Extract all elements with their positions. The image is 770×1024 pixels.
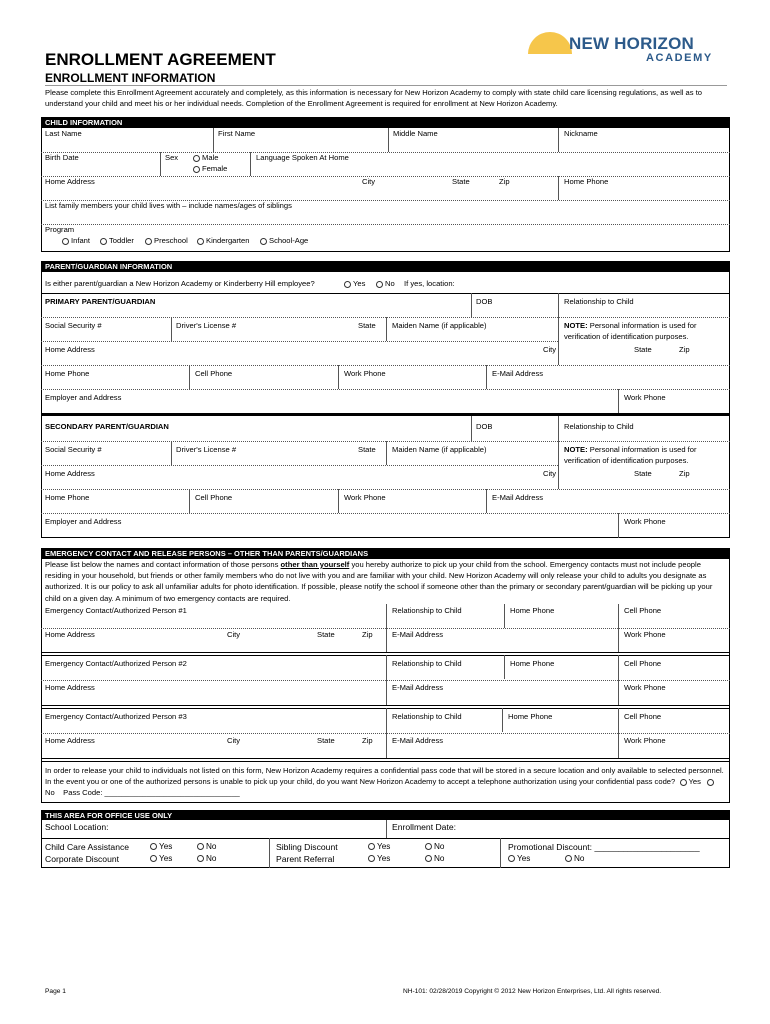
intro-paragraph: Please complete this Enrollment Agreement accurately and completely, as this information is necessary for New Horizon Academy to comply with state child care licensing regulations, as well as to understand your child and meet his or her individual needs. Completion of the Enrollment Agreement is required for enrollment at New Horizon Academy.: [45, 88, 703, 108]
instructions-part2: you hereby authorize to pick up your child from the school. Emergency contacts must not include people residing in your household, but friends or other family members who do not live with you and are familiar with your child. New Horizon Academy will only release your child to adults you designate as authorized. It is our policy to ask all unfamiliar adults for photo identification. If possible, please notify the school if someone other than the primary or secondary parent/guardian will be picking up your child on a given day. A minimum of two emergency contacts are required.: [45, 560, 713, 603]
radio-icon: [376, 281, 383, 288]
contact1-home-phone-field[interactable]: Home Phone: [510, 606, 555, 615]
radio-icon: [425, 843, 432, 850]
promotional-discount-field[interactable]: Promotional Discount: ______________________: [508, 842, 700, 852]
option-label: No: [574, 854, 585, 863]
note-label: NOTE:: [564, 321, 588, 330]
divider: [500, 838, 501, 868]
row-divider: [41, 341, 558, 342]
primary-city-field[interactable]: City: [543, 345, 557, 354]
option-label: No: [434, 854, 445, 863]
option-label: No: [434, 842, 445, 851]
radio-icon: [145, 238, 152, 245]
divider: [558, 441, 559, 489]
divider: [486, 365, 487, 389]
sibling-discount-no[interactable]: [425, 842, 444, 851]
contact1-home-address-field[interactable]: Home Address: [45, 630, 95, 639]
primary-state-field[interactable]: State: [634, 345, 652, 354]
divider: [504, 604, 505, 628]
primary-home-phone-field[interactable]: Home Phone: [45, 369, 90, 378]
row-divider: [41, 513, 730, 514]
primary-cell-phone-field[interactable]: Cell Phone: [195, 369, 233, 378]
corporate-discount-yes[interactable]: [150, 854, 172, 863]
option-label: Yes: [377, 842, 391, 851]
logo-text-line2: ACADEMY: [646, 52, 713, 64]
home-address-field[interactable]: Home Address: [45, 177, 95, 186]
primary-email-field[interactable]: E-Mail Address: [492, 369, 544, 378]
divider: [386, 317, 387, 341]
contact3-city-field[interactable]: City: [227, 736, 241, 745]
nickname-field[interactable]: Nickname: [564, 129, 598, 138]
row-divider: [41, 224, 730, 225]
radio-icon: [707, 779, 714, 786]
radio-icon: [100, 238, 107, 245]
primary-work-phone-field[interactable]: Work Phone: [344, 369, 386, 378]
secondary-city-field[interactable]: City: [543, 469, 557, 478]
secondary-dl-state-field[interactable]: State: [358, 445, 376, 454]
employee-no-option[interactable]: [376, 279, 395, 288]
secondary-id-note: [564, 444, 724, 466]
pass-code-question: In order to release your child to individuals not listed on this form, New Horizon Academy requires a confidential pass code that will be stored in a secure location and only available to selected personnel. In the event you or one of the authorized persons is unable to pick up your child, do you want New Horizon Academy to accept a telephone authorization using your confidential pass code?: [45, 766, 724, 787]
row-divider: [41, 761, 730, 762]
parent-referral-label: Parent Referral: [276, 854, 335, 864]
pass-code-paragraph: [45, 765, 725, 799]
secondary-drivers-license-field[interactable]: Driver's License #: [176, 445, 237, 454]
school-location-field[interactable]: School Location:: [45, 822, 109, 832]
option-label: Male: [202, 153, 219, 162]
enrollment-date-field[interactable]: Enrollment Date:: [392, 822, 457, 832]
option-label: Kindergarten: [206, 236, 250, 245]
program-label: Program: [45, 225, 75, 234]
secondary-cell-phone-field[interactable]: Cell Phone: [195, 493, 233, 502]
radio-icon: [260, 238, 267, 245]
contact1-city-field[interactable]: City: [227, 630, 241, 639]
secondary-relationship-field[interactable]: Relationship to Child: [564, 422, 634, 431]
divider: [171, 317, 172, 341]
employee-yes-option[interactable]: [344, 279, 365, 288]
contact3-home-address-field[interactable]: Home Address: [45, 736, 95, 745]
title-divider: [45, 85, 727, 86]
contact3-cell-phone-field[interactable]: Cell Phone: [624, 712, 662, 721]
child-care-assistance-label: Child Care Assistance: [45, 842, 130, 852]
divider: [213, 128, 214, 152]
instructions-emphasis: other than yourself: [280, 560, 350, 569]
row-divider: [41, 628, 730, 629]
radio-icon: [565, 855, 572, 862]
row-divider: [41, 758, 730, 759]
secondary-home-address-field[interactable]: Home Address: [45, 469, 95, 478]
contact3-email-field[interactable]: E-Mail Address: [392, 736, 444, 745]
option-label: Female: [202, 164, 228, 173]
new-horizon-logo: [528, 30, 728, 70]
primary-parent-name-field[interactable]: PRIMARY PARENT/GUARDIAN: [45, 297, 156, 306]
primary-maiden-name-field[interactable]: Maiden Name (if applicable): [392, 321, 487, 330]
note-label: NOTE:: [564, 445, 588, 454]
row-divider: [41, 152, 730, 153]
home-phone-field[interactable]: Home Phone: [564, 177, 609, 186]
divider: [160, 152, 161, 176]
divider: [558, 317, 559, 365]
option-label: Infant: [71, 236, 90, 245]
pass-code-yes-option[interactable]: Yes: [688, 777, 701, 787]
divider: [171, 441, 172, 465]
emergency-contacts-header: EMERGENCY CONTACT AND RELEASE PERSONS – OTHER THAN PARENTS/GUARDIANS: [41, 548, 730, 559]
option-label: No: [206, 854, 217, 863]
corporate-discount-label: Corporate Discount: [45, 854, 120, 864]
radio-icon: [197, 843, 204, 850]
divider: [502, 708, 503, 732]
primary-dob-field[interactable]: DOB: [476, 297, 493, 306]
program-kindergarten-option[interactable]: [197, 236, 249, 245]
option-label: Yes: [159, 842, 173, 851]
contact2-relationship-field[interactable]: Relationship to Child: [392, 659, 462, 668]
divider: [250, 152, 251, 176]
last-name-field[interactable]: Last Name: [45, 129, 82, 138]
zip-field[interactable]: Zip: [499, 177, 510, 186]
child-information-box: [41, 128, 730, 252]
divider: [558, 416, 559, 441]
sibling-discount-label: Sibling Discount: [276, 842, 338, 852]
row-divider: [41, 389, 730, 390]
option-label: Yes: [159, 854, 173, 863]
secondary-employer-work-phone-field[interactable]: Work Phone: [624, 517, 666, 526]
instructions-part1: Please list below the names and contact information of those persons: [45, 560, 281, 569]
option-label: No: [385, 279, 395, 288]
child-information-header: CHILD INFORMATION: [41, 117, 730, 128]
row-divider: [41, 733, 730, 734]
state-field[interactable]: State: [452, 177, 470, 186]
radio-icon: [425, 855, 432, 862]
primary-ssn-field[interactable]: Social Security #: [45, 321, 102, 330]
sibling-discount-yes[interactable]: [368, 842, 390, 851]
divider: [504, 655, 505, 679]
secondary-home-phone-field[interactable]: Home Phone: [45, 493, 90, 502]
contact2-cell-phone-field[interactable]: Cell Phone: [624, 659, 662, 668]
row-divider: [41, 652, 730, 653]
contact1-relationship-field[interactable]: Relationship to Child: [392, 606, 462, 615]
radio-icon: [193, 166, 200, 173]
radio-icon: [62, 238, 69, 245]
parent-referral-yes[interactable]: [368, 854, 390, 863]
sun-logo-icon: [528, 32, 572, 54]
secondary-maiden-name-field[interactable]: Maiden Name (if applicable): [392, 445, 487, 454]
radio-icon: [680, 779, 687, 786]
row-divider: [41, 465, 558, 466]
office-use-header: THIS AREA FOR OFFICE USE ONLY: [41, 810, 730, 820]
option-label: No: [206, 842, 217, 851]
language-field[interactable]: Language Spoken At Home: [256, 153, 349, 162]
secondary-employer-field[interactable]: Employer and Address: [45, 517, 122, 526]
contact2-home-phone-field[interactable]: Home Phone: [510, 659, 555, 668]
secondary-parent-name-field[interactable]: SECONDARY PARENT/GUARDIAN: [45, 422, 169, 431]
contact1-state-field[interactable]: State: [317, 630, 335, 639]
primary-drivers-license-field[interactable]: Driver's License #: [176, 321, 237, 330]
city-field[interactable]: City: [362, 177, 376, 186]
contact2-email-field[interactable]: E-Mail Address: [392, 683, 444, 692]
row-divider: [41, 489, 730, 490]
radio-icon: [150, 855, 157, 862]
page-number: Page 1: [45, 988, 66, 995]
radio-icon: [368, 843, 375, 850]
radio-icon: [197, 238, 204, 245]
secondary-work-phone-field[interactable]: Work Phone: [344, 493, 386, 502]
divider: [189, 365, 190, 389]
contact2-name-field[interactable]: Emergency Contact/Authorized Person #2: [45, 659, 187, 668]
corporate-discount-no[interactable]: [197, 854, 216, 863]
option-label: Yes: [377, 854, 391, 863]
secondary-state-field[interactable]: State: [634, 469, 652, 478]
program-toddler-option[interactable]: [100, 236, 134, 245]
contact3-relationship-field[interactable]: Relationship to Child: [392, 712, 462, 721]
promotional-discount-no[interactable]: [565, 854, 584, 863]
divider: [388, 128, 389, 152]
promotional-discount-yes[interactable]: [508, 854, 530, 863]
divider: [189, 489, 190, 513]
sex-male-option[interactable]: [193, 153, 218, 162]
program-school-age-option[interactable]: [260, 236, 308, 245]
primary-dl-state-field[interactable]: State: [358, 321, 376, 330]
option-label: Toddler: [109, 236, 134, 245]
divider: [338, 489, 339, 513]
contact3-home-phone-field[interactable]: Home Phone: [508, 712, 553, 721]
divider: [618, 389, 619, 413]
divider: [618, 513, 619, 538]
row-divider: [41, 293, 730, 294]
option-label: Yes: [517, 854, 531, 863]
divider: [486, 489, 487, 513]
option-label: Preschool: [154, 236, 188, 245]
primary-zip-field[interactable]: Zip: [679, 345, 690, 354]
logo-text-line1: NEW HORIZON: [569, 34, 694, 53]
middle-name-field[interactable]: Middle Name: [393, 129, 438, 138]
contact2-home-address-field[interactable]: Home Address: [45, 683, 95, 692]
radio-icon: [150, 843, 157, 850]
employee-location-field[interactable]: If yes, location:: [404, 279, 455, 288]
row-divider: [41, 365, 730, 366]
note-text: Personal information is used for verification of identification purposes.: [564, 321, 697, 341]
divider: [386, 820, 387, 838]
divider: [558, 293, 559, 317]
divider: [471, 416, 472, 441]
secondary-email-field[interactable]: E-Mail Address: [492, 493, 544, 502]
contact1-zip-field[interactable]: Zip: [362, 630, 373, 639]
secondary-dob-field[interactable]: DOB: [476, 422, 493, 431]
option-label: Yes: [353, 279, 366, 288]
primary-home-address-field[interactable]: Home Address: [45, 345, 95, 354]
primary-relationship-field[interactable]: Relationship to Child: [564, 297, 634, 306]
section-divider: [41, 413, 730, 416]
section-subtitle: ENROLLMENT INFORMATION: [45, 71, 216, 85]
divider: [338, 365, 339, 389]
divider: [471, 293, 472, 317]
divider: [558, 176, 559, 200]
divider: [269, 838, 270, 868]
contact3-zip-field[interactable]: Zip: [362, 736, 373, 745]
pass-code-no-option[interactable]: No: [45, 788, 55, 798]
contact1-work-phone-field[interactable]: Work Phone: [624, 630, 666, 639]
family-members-field[interactable]: List family members your child lives with – include names/ages of siblings: [45, 201, 292, 210]
radio-icon: [344, 281, 351, 288]
parent-information-header: PARENT/GUARDIAN INFORMATION: [41, 261, 730, 272]
program-infant-option[interactable]: [62, 236, 90, 245]
radio-icon: [193, 155, 200, 162]
secondary-zip-field[interactable]: Zip: [679, 469, 690, 478]
contact2-work-phone-field[interactable]: Work Phone: [624, 683, 666, 692]
primary-id-note: [564, 320, 724, 342]
row-divider: [41, 705, 730, 706]
divider: [386, 441, 387, 465]
row-divider: [41, 680, 730, 681]
sex-label: Sex: [165, 153, 179, 162]
employee-question: Is either parent/guardian a New Horizon Academy or Kinderberry Hill employee?: [45, 279, 315, 288]
child-care-assistance-no[interactable]: [197, 842, 216, 851]
program-preschool-option[interactable]: [145, 236, 188, 245]
birth-date-field[interactable]: Birth Date: [45, 153, 79, 162]
first-name-field[interactable]: First Name: [218, 129, 256, 138]
divider: [558, 128, 559, 152]
child-care-assistance-yes[interactable]: [150, 842, 172, 851]
primary-employer-field[interactable]: Employer and Address: [45, 393, 122, 402]
primary-employer-work-phone-field[interactable]: Work Phone: [624, 393, 666, 402]
option-label: School-Age: [269, 236, 309, 245]
secondary-ssn-field[interactable]: Social Security #: [45, 445, 102, 454]
sex-female-option[interactable]: [193, 164, 227, 173]
row-divider: [41, 176, 730, 177]
radio-icon: [508, 855, 515, 862]
row-divider: [41, 838, 730, 839]
pass-code-field[interactable]: Pass Code: ________________________________: [63, 788, 240, 798]
contact1-email-field[interactable]: E-Mail Address: [392, 630, 444, 639]
parent-referral-no[interactable]: [425, 854, 444, 863]
emergency-instructions: [45, 559, 725, 604]
note-text: Personal information is used for verification of identification purposes.: [564, 445, 697, 465]
copyright-notice: NH-101: 02/28/2019 Copyright © 2012 New Horizon Enterprises, Ltd. All rights reserved.: [403, 988, 662, 995]
contact3-work-phone-field[interactable]: Work Phone: [624, 736, 666, 745]
contact3-state-field[interactable]: State: [317, 736, 335, 745]
radio-icon: [197, 855, 204, 862]
contact1-cell-phone-field[interactable]: Cell Phone: [624, 606, 662, 615]
contact3-name-field[interactable]: Emergency Contact/Authorized Person #3: [45, 712, 187, 721]
page-title: ENROLLMENT AGREEMENT: [45, 50, 276, 69]
radio-icon: [368, 855, 375, 862]
contact1-name-field[interactable]: Emergency Contact/Authorized Person #1: [45, 606, 187, 615]
